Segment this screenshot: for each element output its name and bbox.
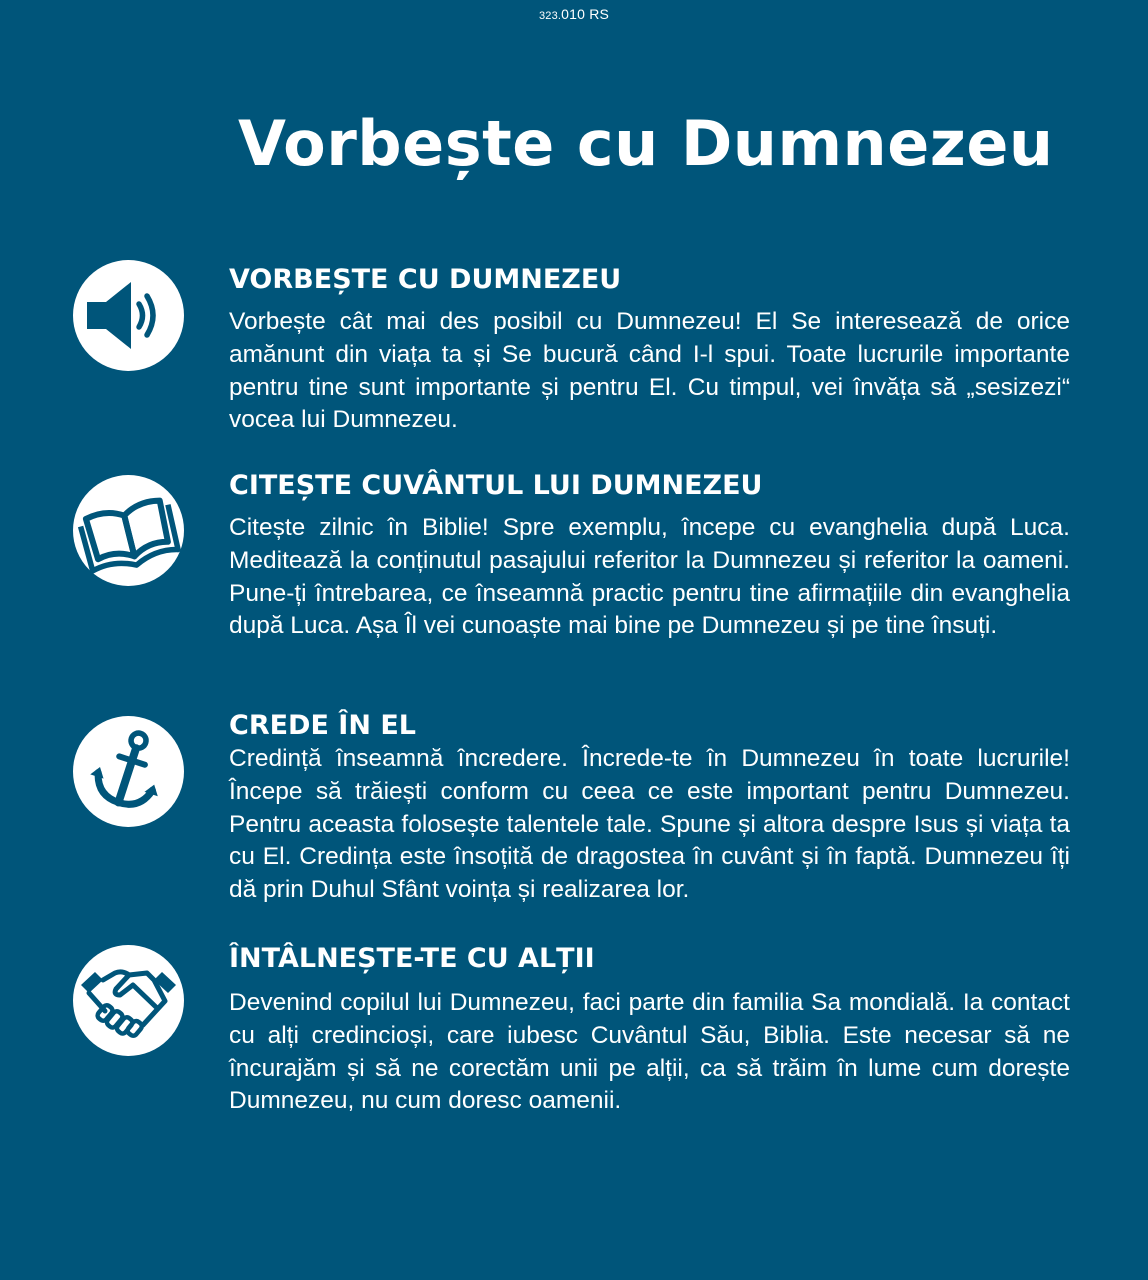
speaker-icon [73, 260, 184, 371]
page-code-rest: 010 RS [561, 6, 610, 22]
page-title: Vorbește cu Dumnezeu [238, 107, 1054, 180]
handshake-icon [73, 945, 184, 1056]
open-book-icon [73, 475, 184, 586]
section-body: Credință înseamnă încredere. Încrede-te în Dumnezeu în toate lucrurile! Începe să trăiești conform cu ceea ce este important pentru Dumnezeu. Pentru aceasta folosește talentele tale. Spune și altora despre Isus și viața ta cu El. Credința este însoțită de dragostea în cuvânt și în faptă. Dumnezeu îți dă prin Duhul Sfânt voința și realizarea lor. [229, 745, 1070, 904]
page-code [0, 6, 1148, 22]
section-heading: CREDE ÎN EL [229, 710, 416, 741]
section-body: Citește zilnic în Biblie! Spre exemplu, începe cu evanghelia după Luca. Meditează la conținutul pasajului referitor la Dumnezeu și referitor la oameni. Pune-ți întrebarea, ce înseamnă practic pentru tine afirmațiile din evanghelia după Luca. Așa Îl vei cunoaște mai bine pe Dumnezeu și pe tine însuți. [229, 514, 1070, 640]
section-heading: VORBEȘTE CU DUMNEZEU [229, 264, 622, 295]
section-body: Vorbește cât mai des posibil cu Dumnezeu! El Se interesează de orice amănunt din viața ta și Se bucură când I-l spui. Toate lucrurile importante pentru tine sunt importante și pentru El. Cu timpul, vei învăța să „sesizezi“ vocea lui Dumnezeu. [229, 308, 1070, 434]
section-body: Devenind copilul lui Dumnezeu, faci parte din familia Sa mondială. Ia contact cu alți credincioși, care iubesc Cuvântul Său, Biblia. Este necesar să ne încurajăm și să ne corectăm unii pe alții, ca să trăim în lume cum dorește Dumnezeu, nu cum doresc oamenii. [229, 989, 1070, 1115]
section-heading: CITEȘTE CUVÂNTUL LUI DUMNEZEU [229, 470, 763, 501]
page-code-prefix: 323. [538, 10, 562, 22]
section-heading: ÎNTÂLNEȘTE-TE CU ALȚII [229, 943, 595, 974]
anchor-icon [73, 716, 184, 827]
